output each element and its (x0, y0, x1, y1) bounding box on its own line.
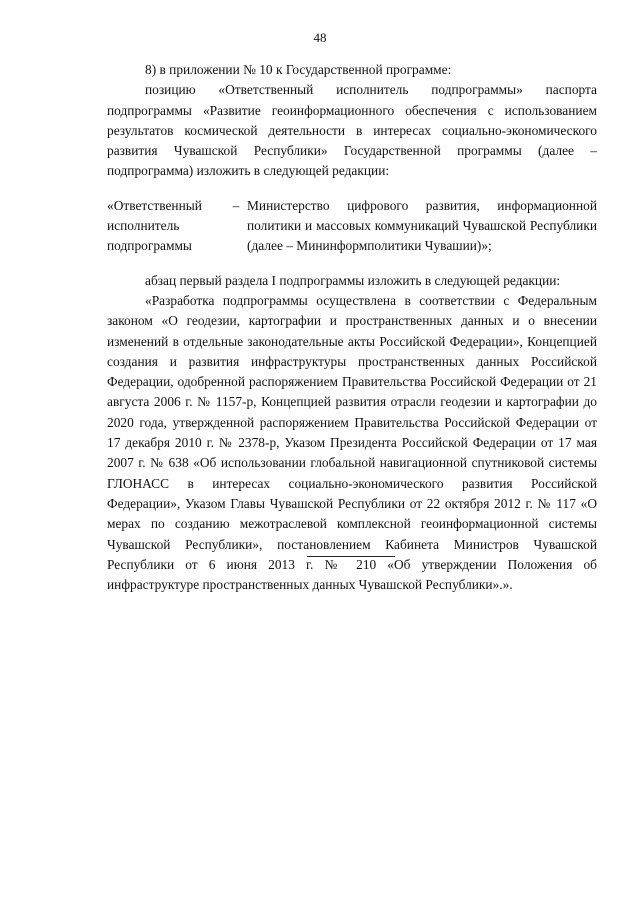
item-8-paragraph: 8) в приложении № 10 к Государственной программе: (145, 62, 452, 77)
closing-separator-line (307, 556, 395, 557)
definition-term: «Ответственный исполнитель подпрограммы (107, 197, 202, 254)
section-instruction-paragraph: абзац первый раздела I подпрограммы изложить в следующей редакции: (145, 272, 561, 288)
spacer (107, 182, 597, 196)
page-number: 48 (313, 30, 327, 45)
intro-paragraph: позицию «Ответственный исполнитель подпрограммы» паспорта подпрограммы «Развитие геоинформационного обеспечения с использованием результатов космической деятельности в интересах социально-экономического развития Чувашской Республики» Государственной программы (далее – подпрограмма) изложить в следующей редакции: (107, 82, 597, 179)
spacer (107, 257, 597, 271)
document-body (107, 60, 597, 595)
definition-row (107, 196, 597, 257)
definition-value: Министерство цифрового развития, информационной политики и массовых коммуникаций Чувашской Республики (далее – Мининформполитики Чувашии)»; (247, 197, 597, 254)
definition-dash: – (232, 197, 240, 213)
section-text-paragraph: «Разработка подпрограммы осуществлена в соответствии с Федеральным законом «О геодезии, картографии и пространственных данных и о внесении изменений в отдельные законодательные акты Российской Федерации», Концепцией создания и развития инфраструктуры пространственных данных Российской Федерации, одобренной распоряжением Правительства Российской Федерации от 21 августа 2006 г. № 1157-р, Концепцией развития отрасли геодезии и картографии до 2020 года, утвержденной распоряжением Правительства Российской Федерации от 17 декабря 2010 г. № 2378-р, Указом Президента Российской Федерации от 17 мая 2007 г. № 638 «Об использовании глобальной навигационной спутниковой системы ГЛОНАСС в интересах социально-экономического развития Российской Федерации», Указом Главы Чувашской Республики от 22 октября 2012 г. № 117 «О мерах по созданию межотраслевой комплексной геоинформационной системы Чувашской Республики», постановлением Кабинета Министров Чувашской Республики от 6 июня 2013 г. № 210 «Об утверждении Положения об инфраструктуре пространственных данных Чувашской Республики».». (107, 292, 597, 593)
